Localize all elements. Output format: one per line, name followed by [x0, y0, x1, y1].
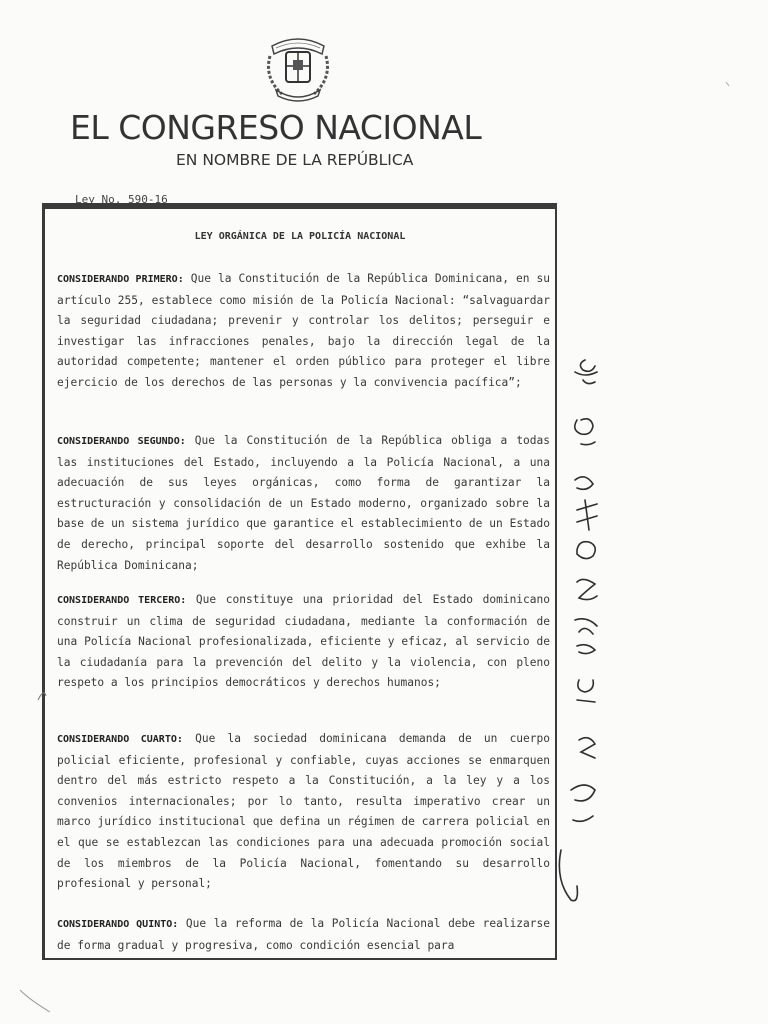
clause-heading: CONSIDERANDO TERCERO: — [57, 595, 187, 606]
clause-heading: CONSIDERANDO PRIMERO: — [57, 274, 184, 285]
clause-quinto — [57, 914, 550, 956]
header-subtitle: EN NOMBRE DE LA REPÚBLICA — [176, 151, 414, 169]
clause-text: Que la Constitución de la República obliga a todas las instituciones del Estado, incluyendo a la Policía Nacional, a una adecuación de sus leyes orgánicas, como forma de garantizar la estructuración y consolidación de un Estado moderno, organizado sobre la base de un sistema jurídico que garantice el establecimiento de un Estado de derecho, principal soporte del desarrollo sostenido que exhibe la República Dominicana; — [57, 434, 550, 572]
clause-text: Que constituye una prioridad del Estado dominicano construir un clima de seguridad ciudadana, mediante la conformación de una Policía Nacional profesionalizada, eficiente y eficaz, al servicio de la ciudadanía para la prevención del delito y la violencia, con pleno respeto a los principios democráticos y derechos humanos; — [57, 593, 550, 690]
clause-text: Que la Constitución de la República Dominicana, en su artículo 255, establece como misión de la Policía Nacional: “salvaguardar la seguridad ciudadana; prevenir y controlar los delitos; perseguir e investigar las infracciones penales, bajo la dirección legal de la autoridad competente; mantener el orden público para proteger el libre ejercicio de los derechos de las personas y la convivencia pacífica”; — [57, 272, 550, 389]
law-title: LEY ORGÁNICA DE LA POLICÍA NACIONAL — [194, 231, 406, 242]
clause-cuarto — [57, 729, 550, 895]
clause-heading: CONSIDERANDO QUINTO: — [57, 919, 179, 930]
law-number: Ley No. 590-16 — [75, 193, 168, 206]
clause-segundo — [57, 431, 550, 576]
clause-heading: CONSIDERANDO SEGUNDO: — [57, 436, 186, 447]
clause-text: Que la reforma de la Policía Nacional debe realizarse de forma gradual y progresiva, como condición esencial para — [57, 917, 550, 952]
national-seal-emblem — [262, 30, 334, 104]
clause-tercero — [57, 590, 550, 694]
clause-heading: CONSIDERANDO CUARTO: — [57, 734, 183, 745]
clause-text: Que la sociedad dominicana demanda de un cuerpo policial eficiente, profesional y confiable, cuyas acciones se enmarquen dentro del más estricto respeto a la Constitución, a la ley y a los convenios internacionales; por lo tanto, resulta imperativo crear un marco jurídico institucional que defina un régimen de carrera policial en el que se establezcan las condiciones para una adecuada promoción social de los miembros de la Policía Nacional, fomentando su desarrollo profesional y personal; — [57, 732, 550, 891]
document-frame — [42, 203, 557, 960]
handwritten-margin-annotation — [555, 350, 615, 910]
clause-primero — [57, 269, 550, 394]
header-title: EL CONGRESO NACIONAL — [70, 108, 482, 147]
